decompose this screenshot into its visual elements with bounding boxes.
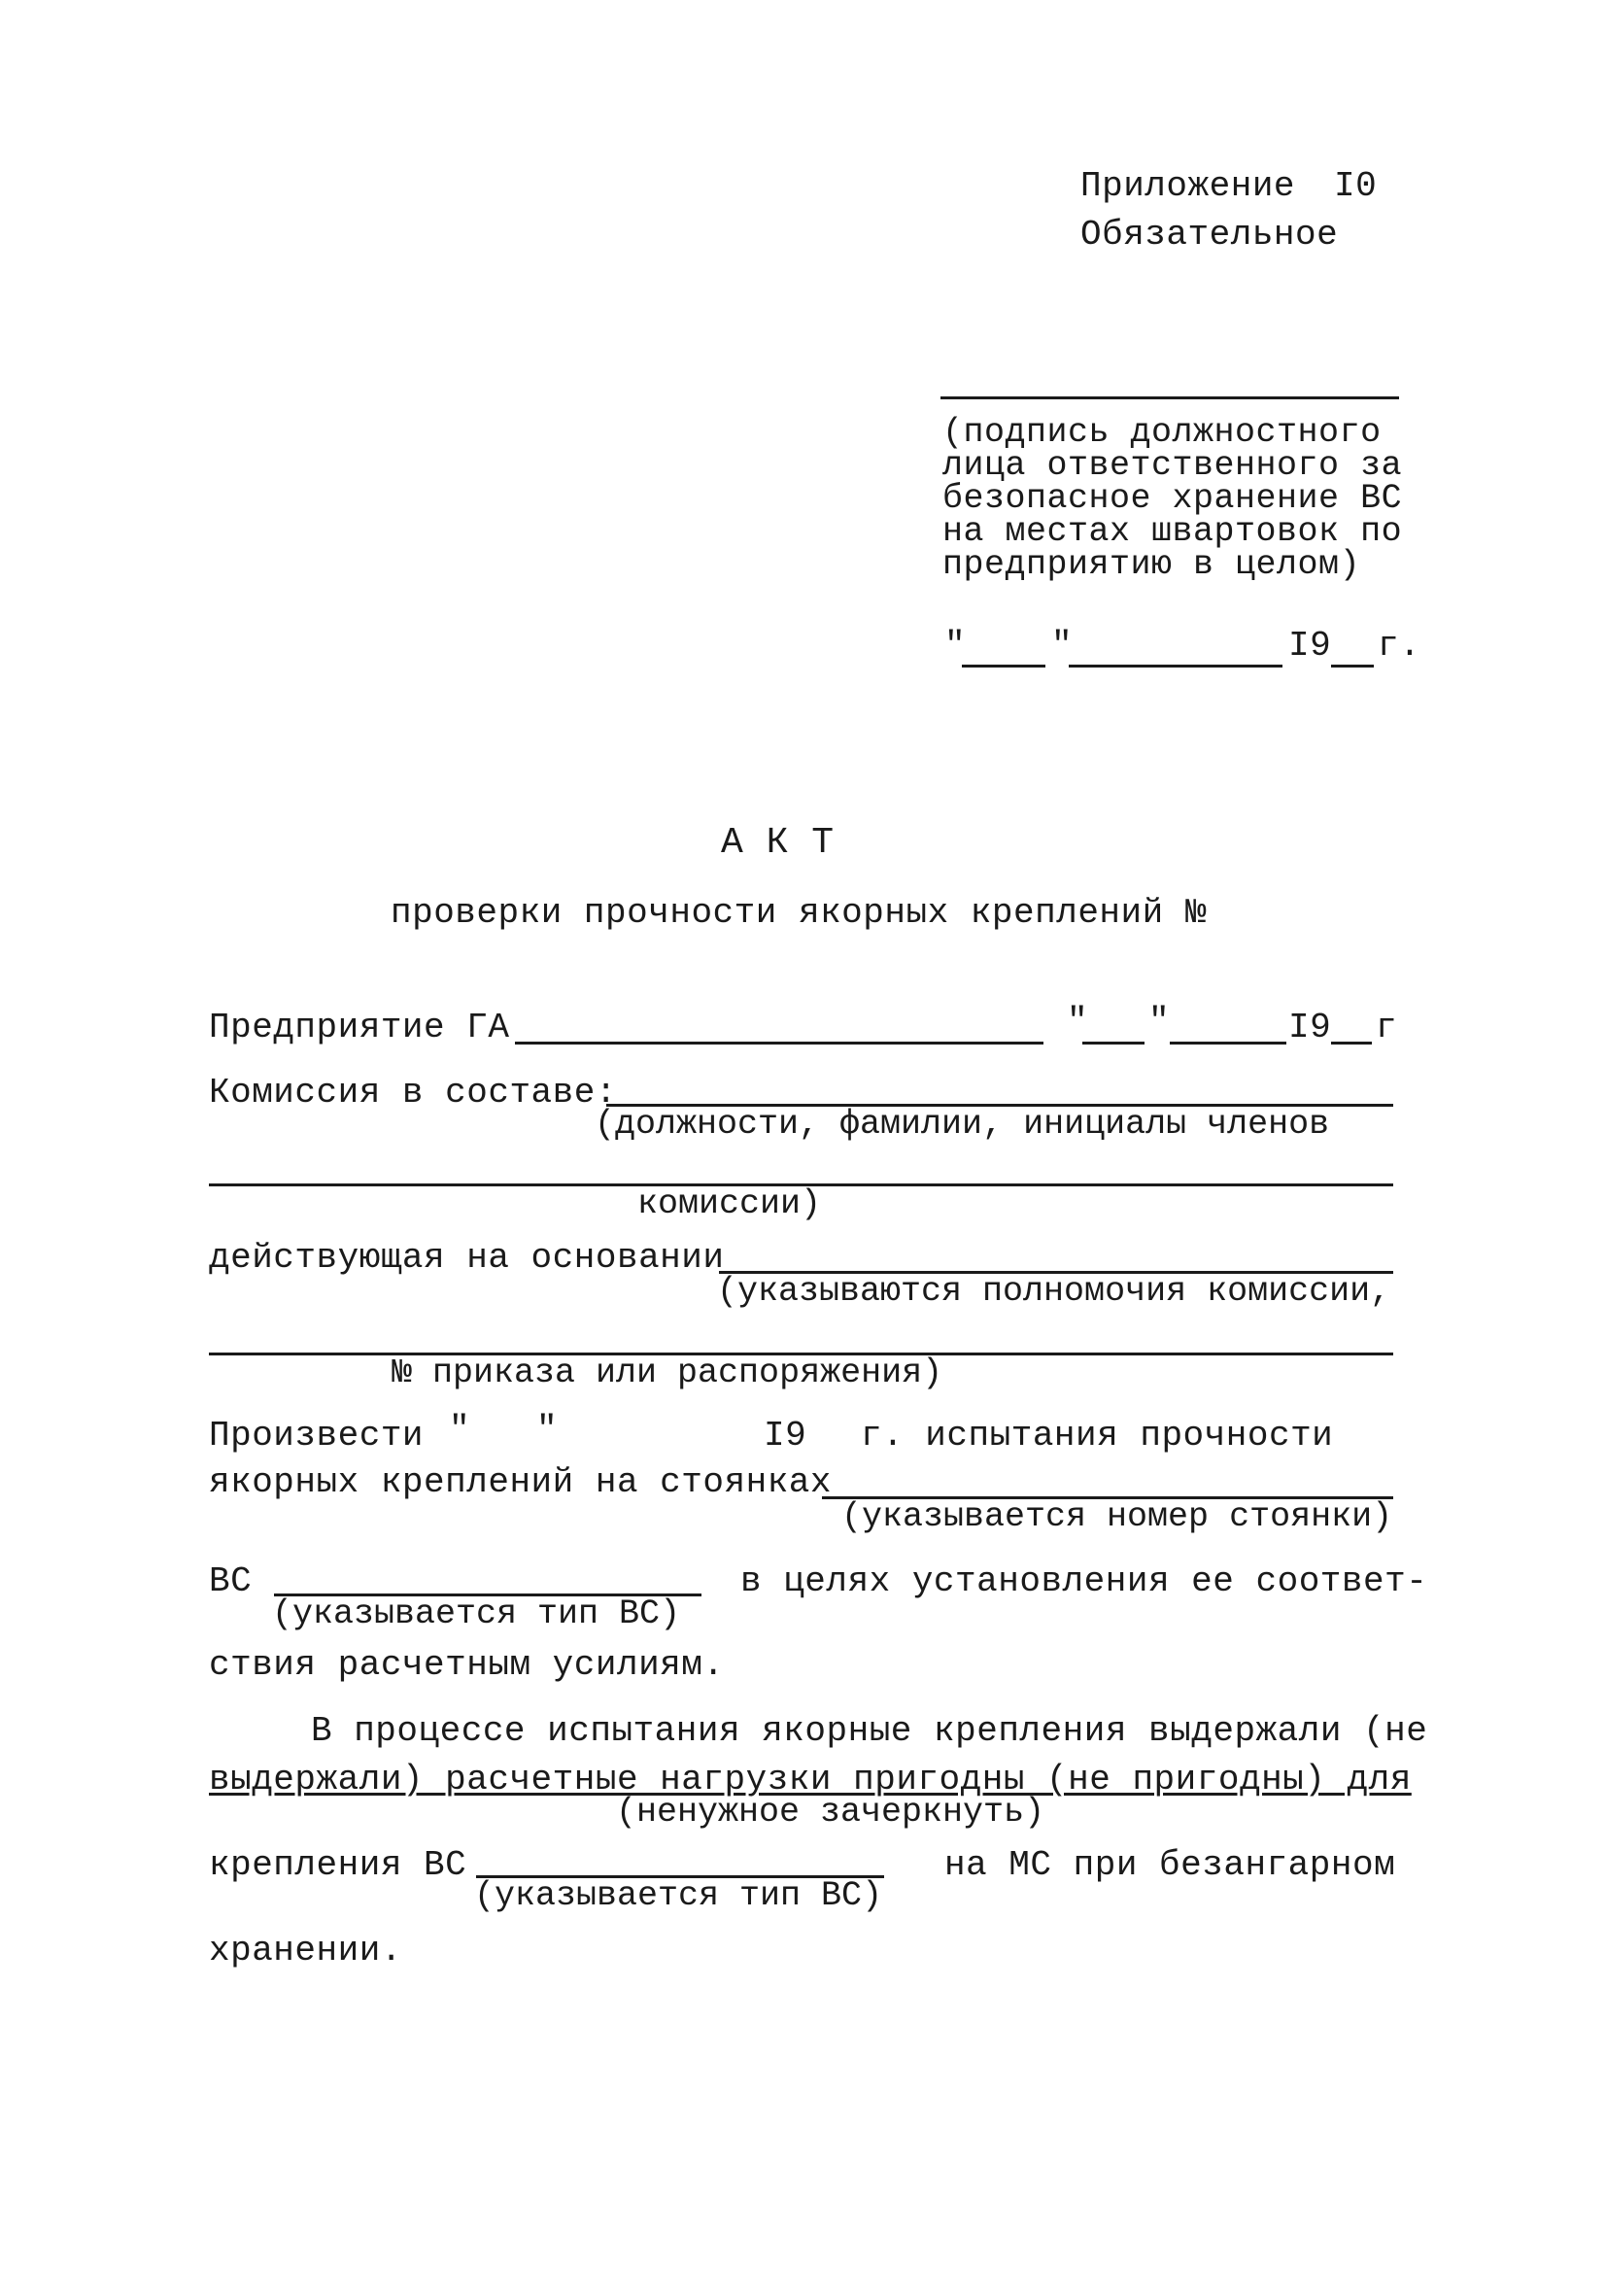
- document-heading: А К Т: [721, 822, 835, 864]
- enterprise-year-line: [1331, 1042, 1372, 1045]
- vs-rest: в целях установления ее соответ-: [740, 1561, 1428, 1601]
- appendix-label: [1080, 167, 1377, 206]
- appendix-mandatory: Обязательное: [1080, 215, 1339, 255]
- final-word: хранении.: [209, 1931, 402, 1970]
- appendix-number: I0: [1334, 166, 1378, 206]
- approval-month-line: [1069, 665, 1282, 668]
- mount-label: крепления ВС: [209, 1845, 467, 1885]
- basis-caption-1: (указываются полномочия комиссии,: [717, 1272, 1391, 1311]
- enterprise-quote-open: ": [1067, 1002, 1089, 1042]
- approval-date-quote-close: ": [1051, 626, 1074, 666]
- appendix-title: Приложение: [1080, 166, 1296, 206]
- perform-quote-close: ": [536, 1410, 559, 1450]
- signature-caption-4: на местах швартовок по: [942, 512, 1403, 551]
- mount-rest: на МС при безангарном: [944, 1845, 1396, 1885]
- process-line-2: выдержали) расчетные нагрузки пригодны (не пригодны) для: [209, 1760, 1412, 1799]
- document-subtitle: проверки прочности якорных креплений №: [391, 893, 1207, 933]
- approval-year-suffix: г.: [1378, 626, 1421, 666]
- basis-label: действующая на основании: [209, 1238, 725, 1278]
- anchors-label: якорных креплений на стоянках: [209, 1462, 833, 1502]
- mount-caption: (указывается тип ВС): [474, 1876, 883, 1915]
- commission-caption-2: комиссии): [637, 1184, 822, 1223]
- enterprise-day-line: [1082, 1042, 1145, 1045]
- commission-label: Комиссия в составе:: [209, 1073, 617, 1113]
- process-line-1: В процессе испытания якорные крепления выдержали (не: [311, 1711, 1428, 1751]
- signature-caption-3: безопасное хранение ВС: [942, 479, 1403, 518]
- basis-caption-2: № приказа или распоряжения): [392, 1354, 943, 1392]
- approval-day-line: [962, 665, 1045, 668]
- anchors-caption: (указывается номер стоянки): [841, 1497, 1393, 1536]
- perform-year: I9: [764, 1416, 807, 1456]
- approval-year-line: [1331, 665, 1374, 668]
- enterprise-name-line: [515, 1042, 1043, 1045]
- enterprise-month-line: [1170, 1042, 1286, 1045]
- signature-caption-1: (подпись должностного: [942, 413, 1382, 452]
- signature-caption-5: предприятию в целом): [942, 545, 1361, 584]
- approval-year-prefix: I9: [1288, 626, 1332, 666]
- enterprise-year: I9: [1288, 1008, 1332, 1047]
- signature-caption-2: лица ответственного за: [942, 446, 1403, 485]
- signature-line: [940, 396, 1399, 399]
- enterprise-quote-close: ": [1148, 1002, 1171, 1042]
- approval-date-quote-open: ": [944, 626, 967, 666]
- perform-word: Произвести: [209, 1416, 425, 1456]
- vs-line3: ствия расчетным усилиям.: [209, 1645, 725, 1685]
- enterprise-label: Предприятие ГА: [209, 1008, 510, 1047]
- perform-rest: г. испытания прочности: [861, 1416, 1334, 1456]
- perform-quote-open: ": [449, 1410, 471, 1450]
- commission-caption-1: (должности, фамилии, инициалы членов: [595, 1105, 1330, 1144]
- process-caption: (ненужное зачеркнуть): [616, 1793, 1045, 1832]
- enterprise-year-suffix: г: [1376, 1008, 1398, 1047]
- vs-caption: (указывается тип ВС): [272, 1594, 681, 1633]
- vs-label: ВС: [209, 1561, 253, 1601]
